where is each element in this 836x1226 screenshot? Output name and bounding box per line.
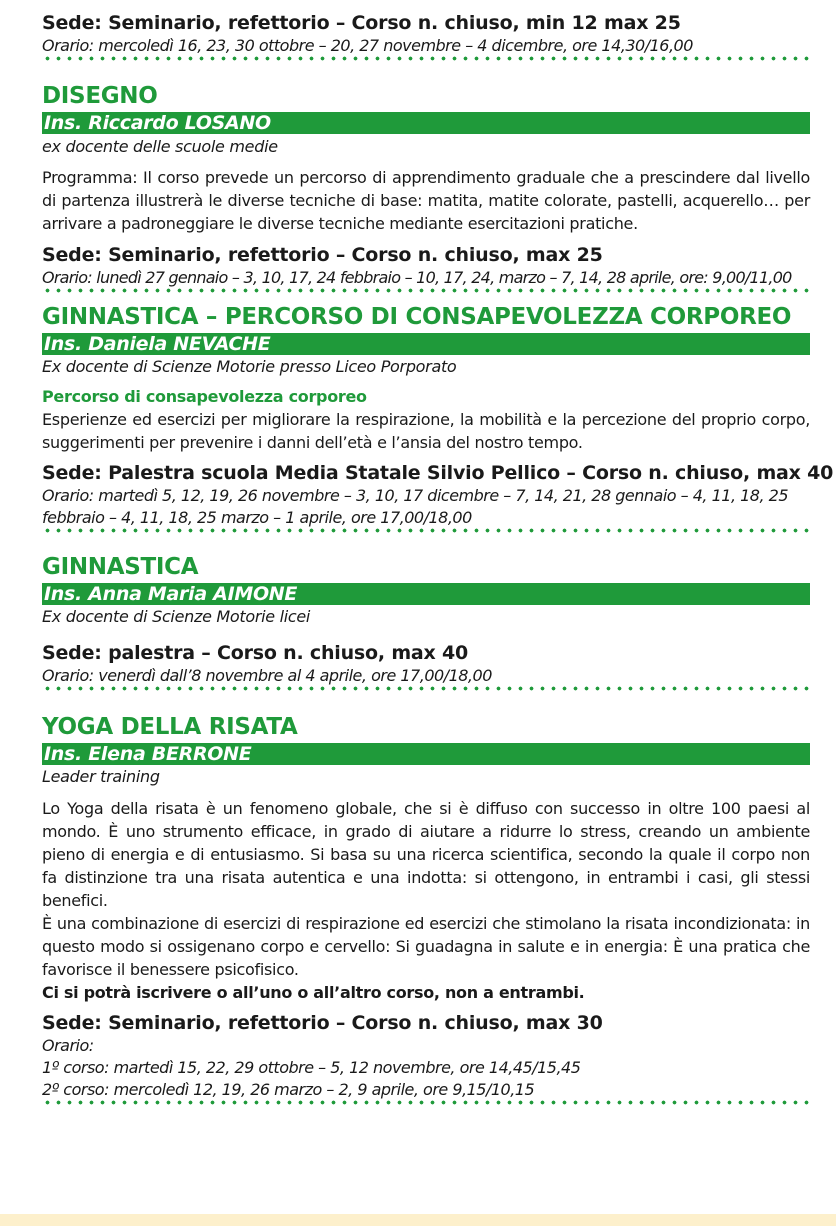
venue-line: Sede: Seminario, refettorio – Corso n. chiuso, min 12 max 25 [42,12,681,34]
course-ginnastica [42,553,810,691]
description-paragraph: Esperienze ed esercizi per migliorare la respirazione, la mobilità e la percezione del proprio corpo, suggerimenti per prevenire i danni dell’età e l’ansia del nostro tempo. [42,410,810,452]
venue-line: Sede: Seminario, refettorio – Corso n. chiuso, max 25 [42,244,603,266]
course-title: GINNASTICA [42,554,199,580]
schedule-text-line-1: 1º corso: martedì 15, 22, 29 ottobre – 5, 12 novembre, ore 14,45/15,45 [42,1058,581,1077]
course-yoga-della-risata [42,713,810,1105]
schedule-line [42,1035,810,1105]
schedule-line [42,35,810,61]
description-paragraph-1: Lo Yoga della risata è un fenomeno globale, che si è diffuso con successo in oltre 100 paesi al mondo. È uno strumento efficace, in grado di aiutare a ridurre lo stress, creando un ambiente pieno di energia e di entusiasmo. Si basa su una ricerca scientifica, secondo la quale il corpo non fa distinzione tra una risata autentica e una indotta: si ottengono, in entrambi i casi, gli stessi benefici. [42,799,810,910]
teacher-role: Leader training [42,767,160,786]
schedule-text-line-1: Orario: martedì 5, 12, 19, 26 novembre – 3, 10, 17 dicembre – 7, 14, 21, 28 gennaio – 4, 11, 18, 25 [42,486,789,505]
teacher-bar: Ins. Daniela NEVACHE [42,333,810,355]
course-title: YOGA DELLA RISATA [42,714,298,740]
schedule-text: Orario: venerdì dall’8 novembre al 4 aprile, ore 17,00/18,00 [42,666,492,685]
schedule-line [42,485,810,533]
teacher-bar: Ins. Elena BERRONE [42,743,810,765]
course-description [42,408,810,454]
schedule-label: Orario: [42,1036,94,1055]
program-paragraph: Programma: Il corso prevede un percorso di apprendimento graduale che a prescindere dal livello di partenza illustrerà le diverse tecniche di base: matita, matite colorate, pastelli, acquerello… per arrivare a padroneggiare le diverse tecniche mediante esercitazioni pratiche. [42,168,810,233]
description-paragraph-2: È una combinazione di esercizi di respirazione ed esercizi che stimolano la risata incondizionata: in questo modo si ossigenano corpo e cervello: Si guadagna in salute e in energia: È una pratica che favorisce il benessere psicofisico. [42,914,810,979]
teacher-role: Ex docente di Scienze Motorie presso Liceo Porporato [42,357,457,376]
schedule-line [42,267,810,293]
course-disegno [42,82,810,293]
schedule-text-line-2: 2º corso: mercoledì 12, 19, 26 marzo – 2, 9 aprile, ore 9,15/10,15 [42,1080,535,1099]
course-title: DISEGNO [42,83,158,109]
teacher-bar: Ins. Anna Maria AIMONE [42,583,810,605]
course-subheading: Percorso di consapevolezza corporeo [42,387,367,406]
venue-line: Sede: palestra – Corso n. chiuso, max 40 [42,642,469,664]
venue-line: Sede: Palestra scuola Media Statale Silvio Pellico – Corso n. chiuso, max 40 [42,462,834,484]
enrollment-note: Ci si potrà iscrivere o all’uno o all’altro corso, non a entrambi. [42,983,585,1002]
schedule-text: Orario: lunedì 27 gennaio – 3, 10, 17, 24 febbraio – 10, 17, 24, marzo – 7, 14, 28 aprile, ore: 9,00/11,00 [42,268,792,287]
teacher-bar: Ins. Riccardo LOSANO [42,112,810,134]
bottom-band [0,1214,836,1226]
previous-course-footer [42,12,810,61]
course-description [42,166,810,235]
course-title: GINNASTICA – PERCORSO DI CONSAPEVOLEZZA CORPOREO [42,304,792,330]
venue-line: Sede: Seminario, refettorio – Corso n. chiuso, max 30 [42,1012,603,1034]
schedule-line [42,665,810,691]
schedule-text: Orario: mercoledì 16, 23, 30 ottobre – 20, 27 novembre – 4 dicembre, ore 14,30/16,00 [42,36,693,55]
course-description [42,797,810,981]
course-ginnastica-percorso [42,303,834,533]
teacher-role: ex docente delle scuole medie [42,137,278,156]
schedule-text-line-2: febbraio – 4, 11, 18, 25 marzo – 1 aprile, ore 17,00/18,00 [42,508,472,527]
teacher-role: Ex docente di Scienze Motorie licei [42,607,311,626]
